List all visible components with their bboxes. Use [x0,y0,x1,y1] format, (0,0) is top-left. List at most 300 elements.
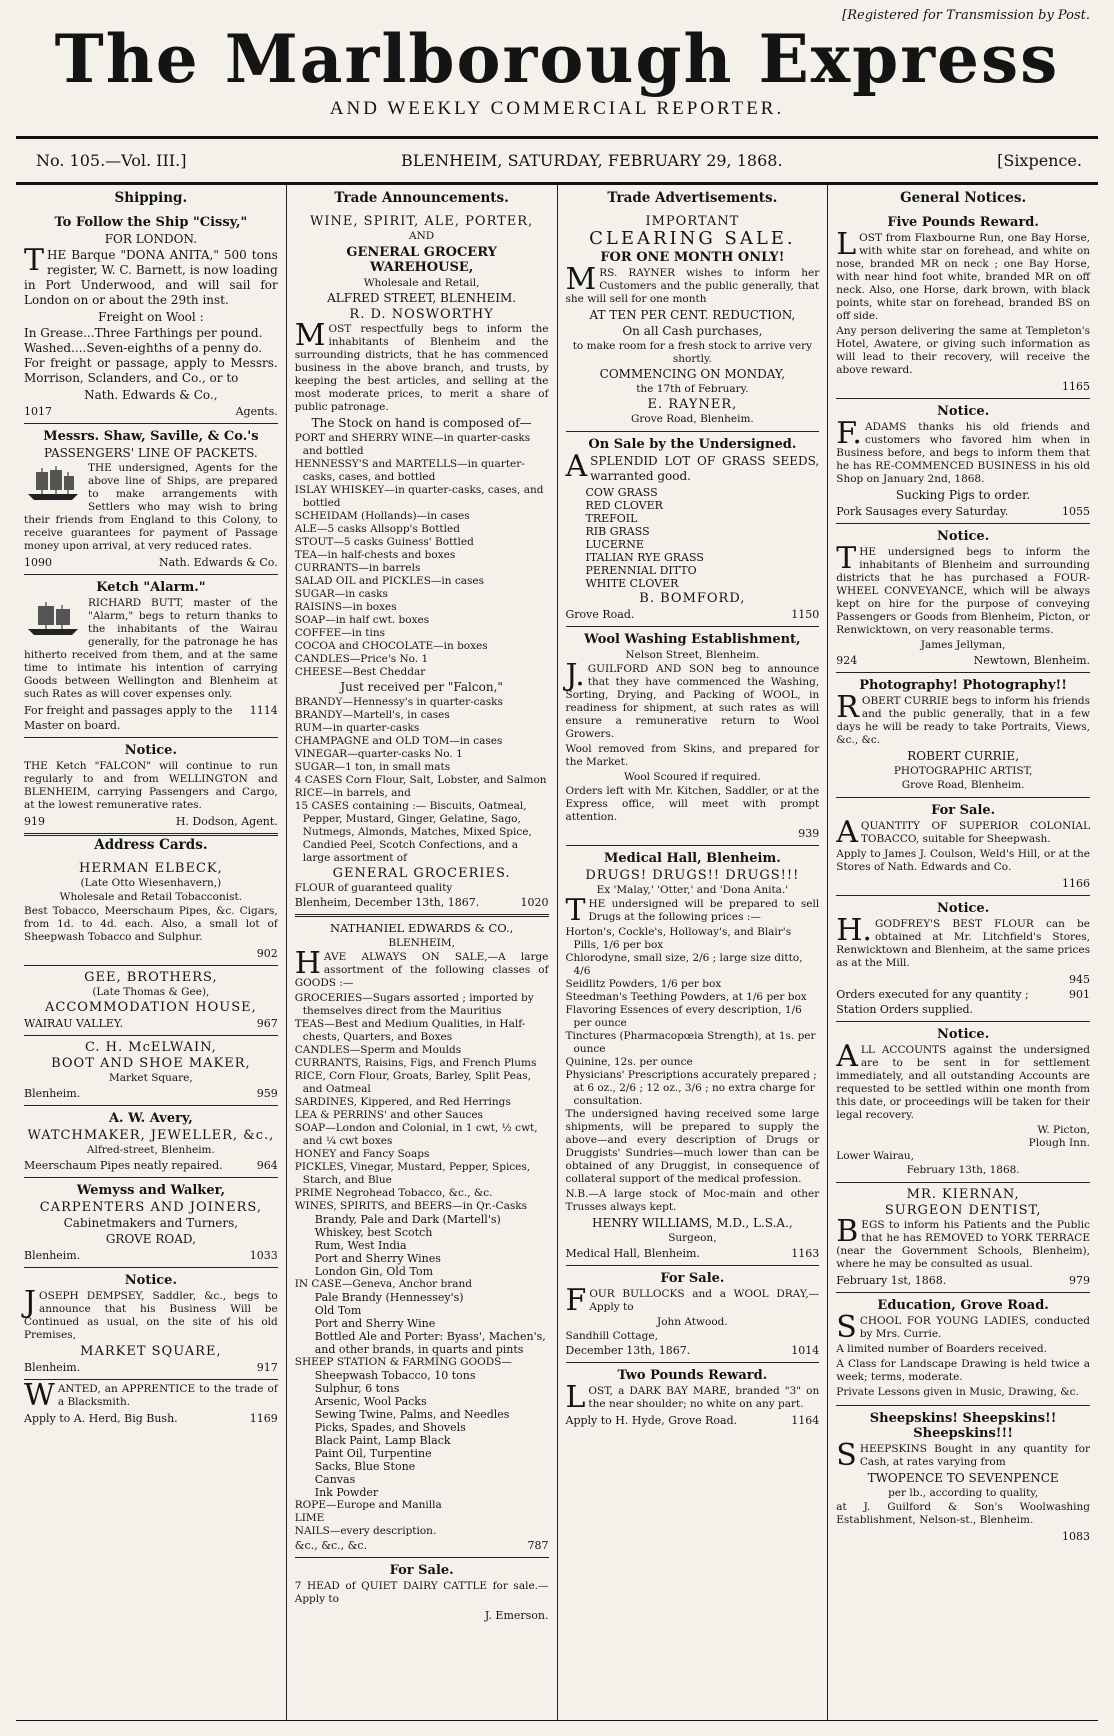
list-item: ALE—5 casks Allsopp's Bottled [294,523,460,535]
ad-footer [24,703,278,733]
ad-heading: CLEARING SALE. [589,228,796,249]
ad-number: 939 [798,827,820,840]
ad-five-pounds-reward [836,210,1090,399]
ad-number: 1083 [1062,1530,1090,1543]
list-item: CANDLES—Sperm and Moulds [294,1044,462,1056]
ad-number: 1165 [1062,380,1090,393]
ad-signature: HENRY WILLIAMS, M.D., L.S.A., [592,1216,793,1230]
card-text: (Late Thomas & Gee), [92,986,210,998]
ad-signature: J. Emerson. [484,1609,549,1622]
list-item: Picks, Spades, and Shovels [314,1421,466,1434]
ad-heading: For Sale. [931,803,996,818]
drug-list [566,926,820,1108]
list-item: Port and Sherry Wines [314,1252,441,1265]
list-item: Quinine, 12s. per ounce [565,1056,693,1068]
card-trade: BOOT AND SHOE MAKER, [51,1056,251,1071]
ad-number: 1090 [24,556,52,569]
ad-tobacco [836,798,1090,896]
ad-place: MARKET SQUARE, [80,1344,222,1359]
list-item: RICE—in barrels, and [294,787,411,799]
list-item: ISLAY WHISKEY—in quarter-casks, cases, and bottled [294,484,544,509]
card-footer [24,946,278,961]
ad-footer [566,1413,820,1428]
ad-cattle [295,1558,549,1627]
ad-shaw-saville [24,424,278,575]
cases-list [295,1291,549,1356]
ad-subheading: Just received per "Falcon," [340,680,503,694]
ad-footer [836,876,1090,891]
card-text: (Late Otto Wiesenhavern,) [80,877,222,889]
ad-body: MRS. RAYNER wishes to inform her Customers and the public generally, that she will sell for one month [565,262,820,305]
ad-number: 1033 [249,1249,278,1262]
ad-place: Sandhill Cottage, [565,1330,658,1342]
card-gee [24,966,278,1036]
list-item: COW GRASS [585,486,658,499]
list-item: Bottled Ale and Porter: Byass', Machen's, and other brands, in quarts and pints [314,1330,546,1356]
ad-signature: H. Dodson, Agent. [175,815,278,828]
column-shipping [16,185,287,1720]
list-item: STOUT—5 casks Guiness' Bottled [294,536,474,548]
ad-owner: R. D. NOSWORTHY [349,307,494,322]
ad-number: 979 [1069,1274,1090,1287]
section-heading: General Notices. [900,190,1027,206]
ad-heading: Notice. [124,743,177,758]
ad-text: per lb., according to quality, [888,1487,1039,1499]
list-item: CURRANTS, Raisins, Figs, and French Plums [294,1057,537,1069]
ad-rayner [566,210,820,432]
ad-text: to make room for a fresh stock to arrive very shortly. [572,340,813,365]
ad-text: Sucking Pigs to order. [895,488,1031,502]
ad-text: Freight on Wool : [98,310,204,324]
issue-price: [Sixpence. [997,151,1082,170]
ad-dempsey [24,1268,278,1380]
ad-number: 964 [256,1159,278,1172]
list-item: Tinctures (Pharmacopœia Strength), at 1s. per ounce [565,1030,816,1055]
ad-body: THE undersigned, Agents for the above line of Ships, are prepared to make arrangements with Settlers who may wish to bring their friends from England to this Colony, to receive guarantees for payment of Passage money upon arrival, at very reduced rates. [24,462,278,552]
ad-number: 919 [24,815,45,828]
ad-adams [836,399,1090,524]
ad-text: Pork Sausages every Saturday. [836,505,1009,518]
ad-heading: For Sale. [660,1271,725,1286]
ad-text: Apply to James J. Coulson, Weld's Hill, or at the Stores of Nath. Edwards and Co. [836,848,1090,873]
card-body: Best Tobacco, Meerschaum Pipes, &c. Cigars, from 1d. to 4d. each. Also, a small lot of Sheepwash Tobacco and Sulphur. [24,905,278,943]
list-item: SALAD OIL and PICKLES—in cases [294,575,484,587]
ship-illustration-icon [24,599,82,639]
ad-body: HAVE ALWAYS ON SALE,—A large assortment of the following classes of GOODS :— [294,946,549,989]
dateline [16,139,1098,180]
ad-heading: Medical Hall, Blenheim. [604,851,781,866]
ad-text: A limited number of Boarders received. [836,1343,1047,1355]
list-item: CHEESE—Best Cheddar [294,666,426,678]
ad-text: Private Lessons given in Music, Drawing, &c. [836,1386,1079,1398]
section-heading: Trade Announcements. [334,190,509,206]
card-footer [24,1086,278,1101]
ad-text: Agents. [235,405,278,418]
ad-footer [24,404,278,419]
issue-number: No. 105.—Vol. III.] [36,151,187,170]
ad-place: Newtown, Blenheim. [973,654,1090,667]
card-footer [24,1158,278,1173]
ad-body: JOSEPH DEMPSEY, Saddler, &c., begs to announce that his Business Will be Continued as usual, on the site of his old Premises, [24,1285,278,1341]
ad-body: 7 HEAD of QUIET DAIRY CATTLE for sale.—Apply to [294,1580,549,1605]
list-item: COFFEE—in tins [294,627,385,639]
card-footer [24,1016,278,1031]
ad-text: N.B.—A large stock of Moc-main and other Trusses always kept. [565,1188,820,1213]
ad-heading: Notice. [124,1273,177,1288]
card-text: Blenheim. [24,1249,81,1262]
ad-heading: Sheepskins! Sheepskins!! Sheepskins!!! [869,1411,1057,1441]
ad-text: Orders executed for any quantity ; Station Orders supplied. [836,988,1029,1016]
falcon-list [295,696,549,865]
card-name: C. H. McELWAIN, [84,1040,217,1055]
ad-text: Blenheim. [24,1361,81,1374]
ad-number: 917 [256,1361,278,1374]
list-item: SOAP—in half cwt. boxes [294,614,430,626]
ad-heading: NATHANIEL EDWARDS & CO., [329,921,514,935]
ad-bullocks [566,1266,820,1363]
list-item: TEAS—Best and Medium Qualities, in Half-chests, Quarters, and Boxes [294,1018,526,1043]
ad-subheading: DRUGS! DRUGS!! DRUGS!!! [585,868,800,883]
list-item: RIB GRASS [585,525,650,538]
card-text: Meerschaum Pipes neatly repaired. [24,1159,223,1172]
ad-subheading: The Stock on hand is composed of— [311,416,532,430]
ad-number: 787 [527,1539,549,1552]
ad-heading: Wool Washing Establishment, [584,632,801,647]
ad-text: at J. Guilford & Son's Woolwashing Establishment, Nelson-st., Blenheim. [836,1501,1090,1526]
list-item: 15 CASES containing :— Biscuits, Oatmeal, Pepper, Mustard, Ginger, Gelatine, Sago, Nutmegs, Almonds, Matches, Mixed Spice, Candied Peel, Scotch Confections, and a large assortment of [294,800,532,864]
ad-body: THE undersigned will be prepared to sell Drugs at the following prices :— [565,893,820,928]
ad-text: For freight or passage, apply to Messrs. Morrison, Sclanders, and Co., or to [24,356,278,385]
ad-jellyman [836,524,1090,673]
ad-heading: GENERAL GROCERY WAREHOUSE, [346,245,497,275]
ad-footer [836,653,1090,668]
ad-number: 1055 [1062,505,1090,518]
card-name: Wemyss and Walker, [76,1183,226,1198]
list-item: TREFOIL [585,512,638,525]
ad-body: SHEEPSKINS Bought in any quantity for Cash, at rates varying from [836,1438,1090,1473]
list-item: Steedman's Teething Powders, at 1/6 per box [565,991,807,1003]
ad-wool-washing [566,627,820,846]
ad-footer [566,1343,820,1358]
list-item: WHITE CLOVER [585,577,679,590]
ad-text: AND [409,230,435,242]
ad-footer [295,895,549,910]
ad-text: Wool removed from Skins, and prepared for the Market. [565,743,820,768]
ad-number: 967 [256,1017,278,1030]
ad-wanted [24,1380,278,1430]
list-item: Canvas [314,1473,356,1486]
ad-text: Apply to H. Hyde, Grove Road. [565,1414,738,1427]
ad-heading: Notice. [937,1027,990,1042]
list-item: Pale Brandy (Hennessey's) [314,1291,464,1304]
list-item: VINEGAR—quarter-casks No. 1 [294,748,463,760]
list-item: LUCERNE [585,538,644,551]
ad-dentist [836,1183,1090,1293]
ad-place: ALFRED STREET, BLENHEIM. [327,291,517,305]
card-place: GROVE ROAD, [105,1232,196,1246]
ad-number: 924 [836,654,858,667]
list-item: Sheepwash Tobacco, 10 tons [314,1369,476,1382]
ad-number: 1164 [791,1414,820,1427]
ad-footer [295,1538,549,1553]
ad-subheading: FOR LONDON. [104,232,198,246]
ad-heading: MR. KIERNAN, [906,1187,1020,1202]
list-item: RICE, Corn Flour, Groats, Barley, Split Peas, and Oatmeal [294,1070,531,1095]
ad-school [836,1293,1090,1406]
ad-place: Nelson Street, Blenheim. [625,649,760,661]
ad-medical-hall [566,846,820,1266]
card-trade: ACCOMMODATION HOUSE, [44,1000,257,1015]
card-footer [24,1248,278,1263]
list-item: LEA & PERRINS' and other Sauces [294,1109,483,1121]
list-item: LIME [294,1512,325,1524]
card-trade: Wholesale and Retail Tobacconist. [59,891,243,903]
list-item: Old Tom [314,1304,362,1317]
ad-footer [24,555,278,570]
ad-body: J.GUILFORD AND SON beg to announce that they have commenced the Washing, Sorting, Drying, and Packing of WOOL, in readiness for shipment, at such rates as will ensure a remunerative return to Wool Growers. [565,658,820,740]
ad-body: LOST, a DARK BAY MARE, branded "3" on the near shoulder; no white on any part. [565,1380,820,1415]
ad-heading: To Follow the Ship "Cissy," [54,215,248,230]
card-text: Cabinetmakers and Turners, [63,1216,239,1230]
ad-text: Washed....Seven-eighths of a penny do. [24,341,263,355]
list-item: COCOA and CHOCOLATE—in boxes [294,640,488,652]
list-item: GROCERIES—Sugars assorted ; imported by themselves direct from the Mauritius [294,992,534,1017]
ad-text: Surgeon, [668,1232,717,1244]
list-item: SCHEIDAM (Hollands)—in cases [294,510,470,522]
column-general-notices [828,185,1098,1720]
list-item: SUGAR—in casks [294,588,388,600]
ad-number: 959 [256,1087,278,1100]
newspaper-subtitle: AND WEEKLY COMMERCIAL REPORTER. [329,98,785,119]
ad-body: SCHOOL FOR YOUNG LADIES, conducted by Mrs. Currie. [836,1310,1090,1345]
goods-list [295,992,549,1213]
ad-footer [836,1529,1090,1544]
ad-heading: Ketch "Alarm." [96,580,206,595]
ad-body: ROBERT CURRIE begs to inform his friends and the public generally, that in a few days he will be ready to take Portraits, Views, &c., &c. [836,690,1090,746]
ad-heading: Messrs. Shaw, Saville, & Co.'s [43,429,259,444]
list-item: SOAP—London and Colonial, in 1 cwt, ½ cwt, and ¼ cwt boxes [294,1122,538,1147]
ad-number: 1020 [520,896,549,909]
ad-text: Any person delivering the same at Templeton's Hotel, Awatere, or giving such information as will lead to their recovery, will receive the above reward. [836,325,1090,376]
card-avery [24,1106,278,1178]
ship-illustration-icon [24,464,82,504]
ad-signature: W. Picton, [1037,1124,1090,1136]
ad-signature: Nath. Edwards & Co. [158,556,278,569]
list-item: CURRANTS—in barrels [294,562,421,574]
ad-text: Orders left with Mr. Kitchen, Saddler, or at the Express office, will meet with prompt attention. [565,785,820,823]
card-name: GEE, BROTHERS, [84,970,218,985]
ad-number: 1017 [24,405,52,418]
ad-text: FLOUR of guaranteed quality [294,882,453,894]
list-item: IN CASE—Geneva, Anchor brand [294,1278,472,1290]
ad-body: BEGS to inform his Patients and the Public that he has REMOVED to YORK TERRACE (near the Government Schools, Blenheim), where he may be consulted as usual. [836,1214,1090,1270]
ad-number: 1169 [249,1412,278,1425]
ad-signature: James Jellyman, [920,639,1006,651]
section-heading: Trade Advertisements. [607,190,778,206]
list-item: SHEEP STATION & FARMING GOODS— [294,1356,512,1368]
ad-footer [295,1608,549,1623]
ad-footer [24,1360,278,1375]
list-item: Sulphur, 6 tons [314,1382,400,1395]
list-item: Port and Sherry Wine [314,1317,436,1330]
ad-heading: Two Pounds Reward. [617,1368,768,1383]
ad-date: February 1st, 1868. [836,1274,947,1287]
list-item: London Gin, Old Tom [314,1265,433,1278]
ad-text: Wholesale and Retail, [363,277,480,289]
ad-falcon [24,738,278,836]
ad-body: THE Barque "DONA ANITA," 500 tons register, W. C. Barnett, is now loading in Port Underwood, and will sail for London on or about the 29th inst. [24,243,278,307]
list-item: Chlorodyne, small size, 2/6 ; large size ditto, 4/6 [565,952,803,977]
list-item: Ink Powder [314,1486,379,1499]
ad-number: 1166 [1062,877,1090,890]
ad-date: February 13th, 1868. [906,1164,1020,1176]
list-item: CHAMPAGNE and OLD TOM—in cases [294,735,503,747]
ad-footer [836,1273,1090,1288]
list-item: Arsenic, Wool Packs [314,1395,427,1408]
ad-cissy [24,210,278,424]
ad-place: Grove Road, Blenheim. [901,779,1025,791]
ad-body: WANTED, an APPRENTICE to the trade of a Blacksmith. [24,1378,278,1413]
list-item: ROPE—Europe and Manilla [294,1499,442,1511]
list-item: SARDINES, Kippered, and Red Herrings [294,1096,511,1108]
list-item: Horton's, Cockle's, Holloway's, and Blair's Pills, 1/6 per box [565,926,792,951]
card-trade: CARPENTERS AND JOINERS, [39,1200,263,1215]
ad-footer [836,987,1090,1017]
column-trade-announcements [287,185,558,1720]
ad-footer [566,607,820,622]
ad-heading: Five Pounds Reward. [887,215,1039,230]
list-item: SUGAR—1 ton, in small mats [294,761,451,773]
card-name: HERMAN ELBECK, [78,861,223,876]
list-item: BRANDY—Hennessy's in quarter-casks [294,696,503,708]
list-item: 4 CASES Corn Flour, Salt, Lobster, and Salmon [294,774,547,786]
ad-body: H.GODFREY'S BEST FLOUR can be obtained at Mr. Litchfield's Stores, Renwicktown and Blenheim, at the same prices as at the Mill. [836,913,1090,969]
card-mcelwain [24,1036,278,1106]
ad-photography [836,673,1090,798]
ad-heading: GENERAL GROCERIES. [332,866,511,881]
ad-body: AQUANTITY OF SUPERIOR COLONIAL TOBACCO, suitable for Sheepwash. [836,815,1090,850]
ad-number: 945 [1069,973,1090,986]
ad-body: FOUR BULLOCKS and a WOOL DRAY,—Apply to [565,1283,820,1318]
ad-ketch-alarm [24,575,278,738]
ad-heading: Education, Grove Road. [877,1298,1049,1313]
ad-heading: WINE, SPIRIT, ALE, PORTER, [310,214,534,229]
list-item: ITALIAN RYE GRASS [585,551,704,564]
seed-list [566,486,820,590]
ad-place: Grove Road. [565,608,635,621]
card-place: WAIRAU VALLEY. [24,1017,124,1030]
ad-text: TWOPENCE TO SEVENPENCE [867,1471,1059,1485]
ad-lost-mare [566,1363,820,1432]
ad-subheading: SURGEON DENTIST, [884,1203,1042,1218]
list-item: PERENNIAL DITTO [585,564,697,577]
ad-text: AT TEN PER CENT. REDUCTION, [589,308,796,322]
list-item: CANDLES—Price's No. 1 [294,653,429,665]
list-item: Black Paint, Lamp Black [314,1434,451,1447]
ad-text: In Grease...Three Farthings per pound. [24,326,263,340]
ad-signature: E. RAYNER, [647,397,738,412]
stock-list [295,432,549,679]
list-item: RAISINS—in boxes [294,601,397,613]
ad-text: Apply to A. Herd, Big Bush. [24,1412,178,1425]
list-item: RUM—in quarter-casks [294,722,420,734]
section-heading: Shipping. [114,190,188,206]
ad-text: &c., &c., &c. [294,1539,368,1552]
list-item: NAILS—every description. [294,1525,437,1537]
ad-body: LOST from Flaxbourne Run, one Bay Horse, with white star on forehead, and white on nose, branded MR on neck ; one Bay Horse, with near hind foot white, branded MR on off neck. Also, one Horse, dark brown, with black points, white star on forehead, branded BS on off side. [836,227,1090,322]
list-item: PRIME Negrohead Tobacco, &c., &c. [294,1187,493,1199]
ad-signature: Nath. Edwards & Co., [84,388,218,402]
list-item: Rum, West India [314,1239,407,1252]
ad-bomford [566,432,820,627]
ad-godfrey-flour [836,896,1090,1022]
ad-number: 1163 [791,1247,820,1260]
columns [16,182,1098,1721]
ad-footer [836,972,1090,987]
ad-footer [836,504,1090,519]
ad-place: Medical Hall, Blenheim. [565,1247,700,1260]
ad-number: 1014 [791,1344,820,1357]
ad-body: THE undersigned begs to inform the inhabitants of Blenheim and surrounding districts that he has purchased a FOUR-WHEEL CONVEYANCE, which will be always kept on hire for the purpose of conveying Passengers or Goods from Blenheim, Picton, or Renwicktown, on very reasonable terms. [836,541,1090,636]
ad-text: For freight and passages apply to the Master on board. [24,704,233,732]
ad-text: The undersigned having received some large shipments, will be prepared to supply the above—and every description of Drugs or Druggists' Sundries—much lower than can be obtained of any Druggist, in consequence of collateral support of the medical profession. [565,1108,820,1185]
list-item: Sewing Twine, Palms, and Needles [314,1408,510,1421]
section-heading: Address Cards. [94,837,208,853]
list-item: TEA—in half-chests and boxes [294,549,456,561]
list-item: Paint Oil, Turpentine [314,1447,432,1460]
card-name: A. W. Avery, [108,1111,193,1126]
ad-signature: John Atwood. [657,1316,728,1328]
ad-date: Blenheim, December 13th, 1867. [294,896,480,909]
list-item: PORT and SHERRY WINE—in quarter-casks and bottled [294,432,531,457]
ad-text: PHOTOGRAPHIC ARTIST, [893,765,1033,777]
list-item: Brandy, Pale and Dark (Martell's) [314,1213,501,1226]
ad-footer [566,1246,820,1261]
ad-number: 902 [256,947,278,960]
ad-body: THE Ketch "FALCON" will continue to run regularly to and from WELLINGTON and BLENHEIM, carrying Passengers and Cargo, at the lowest remunerative rates. [24,760,278,811]
ad-text: On all Cash purchases, [622,324,763,338]
card-place: Market Square, [109,1072,193,1084]
ad-heading: Notice. [937,529,990,544]
column-trade-advertisements [558,185,829,1720]
ad-subheading: FOR ONE MONTH ONLY! [600,250,785,265]
ad-accounts [836,1022,1090,1183]
ad-number: 901 [1069,988,1090,1001]
ad-text: the 17th of February. [636,383,749,395]
ad-edwards [295,917,549,1558]
list-item: RED CLOVER [585,499,663,512]
ad-heading: Notice. [937,404,990,419]
ad-text: A Class for Landscape Drawing is held twice a week; terms, moderate. [836,1358,1090,1383]
list-item: Sacks, Blue Stone [314,1460,416,1473]
ad-signature: B. BOMFORD, [639,591,746,606]
ad-body: ASPLENDID LOT OF GRASS SEEDS, warranted good. [565,449,820,484]
ad-footer [566,826,820,841]
ad-body: ALL ACCOUNTS against the undersigned are to be sent in for settlement immediately, and all outstanding Accounts are requested to be settled within one month from this date, or proceedings will be taken for their legal recovery. [836,1039,1090,1121]
list-item: HENNESSY'S and MARTELLS—in quarter-casks, cases, and bottled [294,458,525,483]
card-trade: WATCHMAKER, JEWELLER, &c., [27,1128,275,1143]
ad-text: Ex 'Malay,' 'Otter,' and 'Dona Anita.' [596,884,789,896]
ad-nosworthy [295,210,549,917]
list-item: WINES, SPIRITS, and BEERS—in Qr.-Casks [294,1200,527,1212]
wines-list [295,1213,549,1278]
ad-text: Plough Inn. [1028,1137,1090,1149]
ad-body: F.ADAMS thanks his old friends and customers who favored him when in Business before, and begs to inform them that he has RE-COMMENCED BUSINESS in his old Shop on January 2nd, 1868. [836,416,1090,485]
list-item: Flavoring Essences of every description, 1/6 per ounce [565,1004,802,1029]
ad-text: COMMENCING ON MONDAY, [599,367,786,381]
ad-footer [24,1411,278,1426]
ad-number: 1150 [791,608,820,621]
